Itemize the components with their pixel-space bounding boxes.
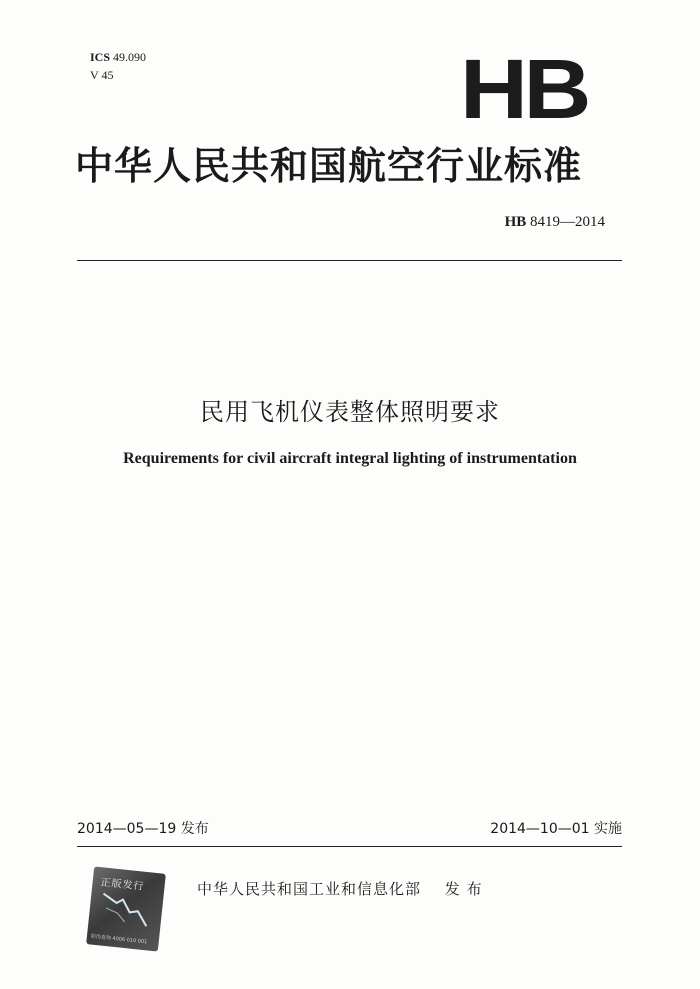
class-code: V 45 [90, 68, 114, 82]
publisher-line [197, 878, 483, 899]
classification-codes [90, 48, 146, 84]
document-title-en: Requirements for civil aircraft integral lighting of instrumentation [123, 450, 577, 467]
ics-label: ICS [90, 50, 111, 64]
issue-date: 2014—05—19 发布 [77, 821, 209, 837]
stamp-text: 正版发行 [100, 877, 145, 893]
standard-number-value: 8419—2014 [530, 214, 605, 230]
publisher-name: 中华人民共和国工业和信息化部 [197, 880, 422, 898]
ics-code: 49.090 [113, 50, 147, 64]
document-title-cn: 民用飞机仪表整体照明要求 [200, 398, 500, 426]
hb-logo: HB [460, 42, 587, 136]
standard-number [505, 214, 605, 231]
authenticity-stamp [86, 866, 166, 951]
top-divider [77, 260, 622, 261]
stamp-map-icon [96, 887, 156, 933]
standard-category-title: 中华人民共和国航空行业标准 [75, 144, 583, 188]
stamp-code: 防伪查询 4006 010 001 [90, 933, 148, 946]
implementation-date: 2014—10—01 实施 [490, 821, 622, 837]
standard-prefix: HB [504, 214, 527, 230]
ics-line [90, 48, 146, 66]
publish-action: 发 布 [444, 880, 483, 898]
bottom-divider [77, 846, 622, 847]
